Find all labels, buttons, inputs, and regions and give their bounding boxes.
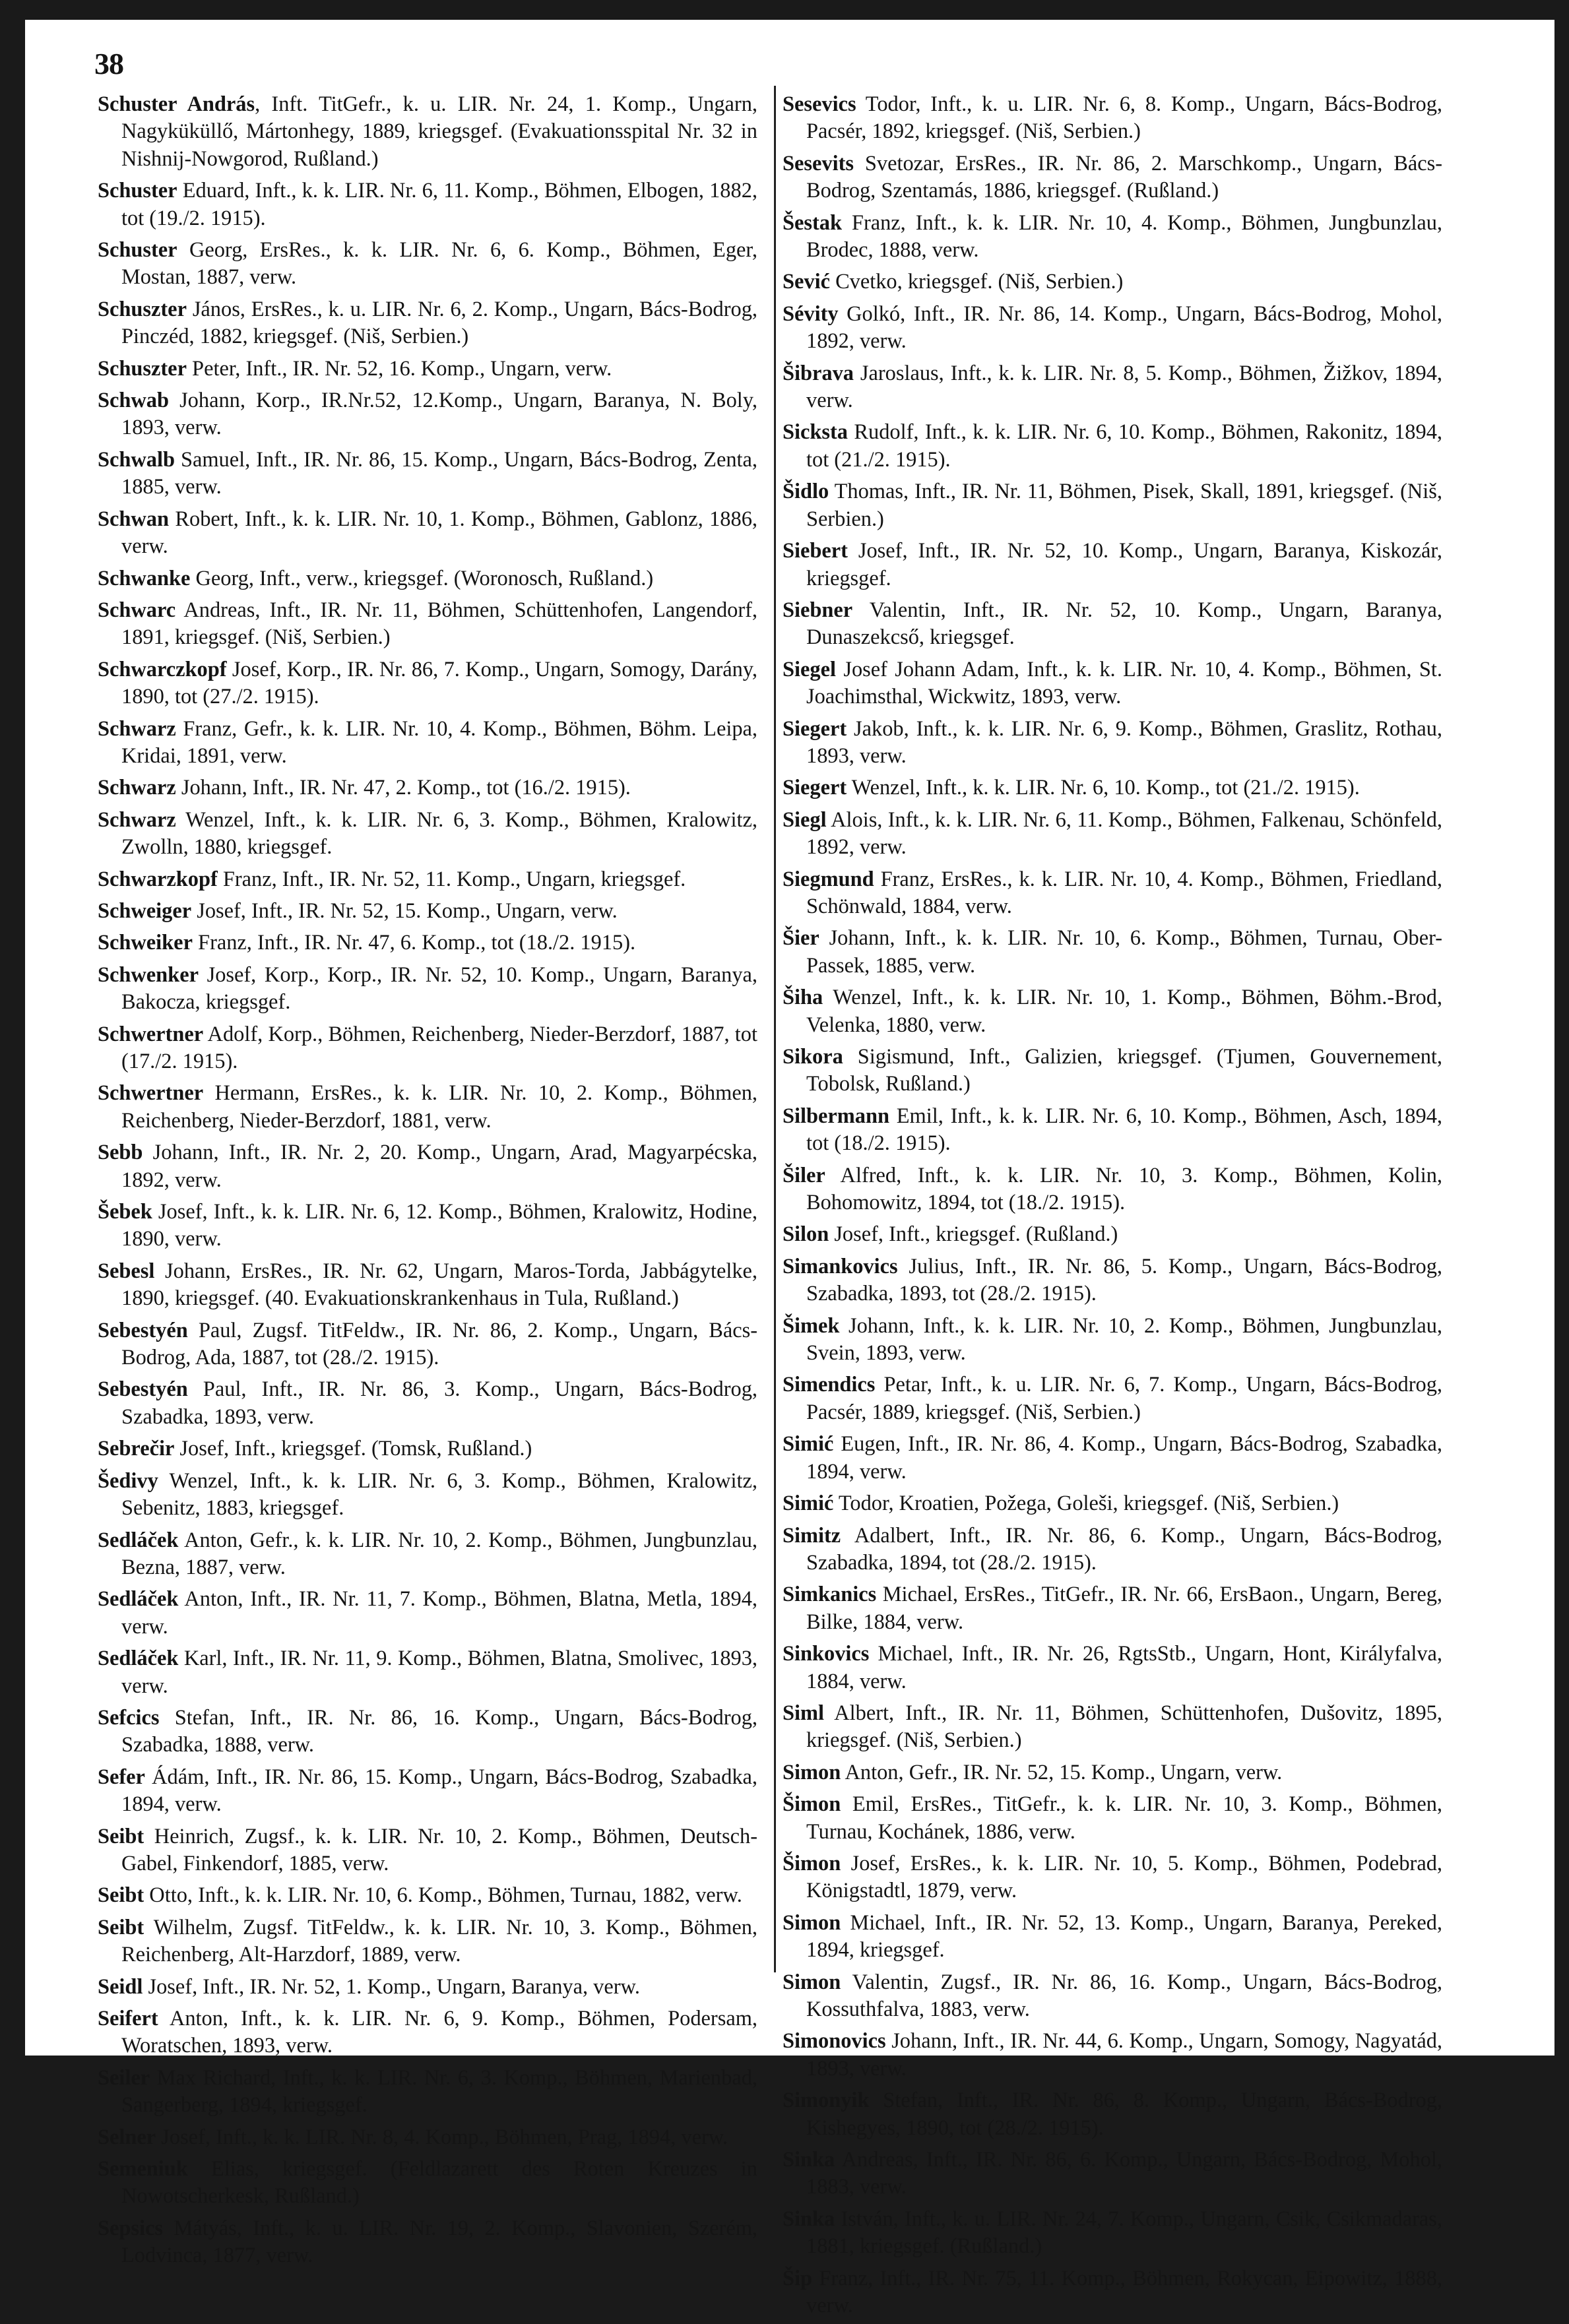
list-item <box>783 807 1442 862</box>
entry-name: Schwalb <box>98 447 176 472</box>
list-item <box>783 538 1442 592</box>
entry-text: Eugen, Inft., IR. Nr. 86, 4. Komp., Ungarn, Bács-Bodrog, Szabadka, 1894, verw. <box>806 1432 1442 1484</box>
entry-name: Seibt <box>98 1883 144 1908</box>
entry-name: Sicksta <box>783 420 848 445</box>
list-item <box>98 2065 757 2120</box>
list-item <box>783 1791 1442 1846</box>
list-item <box>98 1823 757 1878</box>
entry-name: Šimek <box>783 1313 840 1338</box>
entry-name: Siegmund <box>783 867 874 891</box>
entry-text: Michael, Inft., IR. Nr. 52, 13. Komp., Ungarn, Baranya, Pereked, 1894, kriegsgef. <box>806 1910 1442 1963</box>
list-item <box>98 565 757 592</box>
list-item <box>783 1044 1442 1098</box>
entry-text: Josef, Korp., IR. Nr. 86, 7. Komp., Ungarn, Somogy, Darány, 1890, tot (27./2. 1915). <box>121 657 757 709</box>
list-item <box>783 2087 1442 2142</box>
entry-text: Adolf, Korp., Böhmen, Reichenberg, Nieder-Berzdorf, 1887, tot (17./2. 1915). <box>121 1022 757 1073</box>
entry-name: Silbermann <box>783 1104 889 1128</box>
entry-name: Sepsics <box>98 2216 163 2240</box>
list-item <box>783 1162 1442 1217</box>
list-item <box>98 447 757 501</box>
list-item <box>783 301 1442 356</box>
entry-text: Alfred, Inft., k. k. LIR. Nr. 10, 3. Komp., Böhmen, Kolin, Bohomowitz, 1894, tot (18./2. 1915). <box>806 1163 1442 1215</box>
entry-name: Silon <box>783 1222 829 1247</box>
entry-name: Šibrava <box>783 361 854 385</box>
entry-name: Simon <box>783 1970 841 1994</box>
entry-text: Franz, Inft., IR. Nr. 52, 11. Komp., Ungarn, kriegsgef. <box>217 867 686 891</box>
entry-name: Siegert <box>783 716 847 741</box>
entry-name: Schwarczkopf <box>98 657 227 681</box>
entry-text: Albert, Inft., IR. Nr. 11, Böhmen, Schüttenhofen, Dušovitz, 1895, kriegsgef. (Niš, Serbien.) <box>806 1701 1442 1753</box>
list-item <box>783 2206 1442 2261</box>
entry-text: Ádám, Inft., IR. Nr. 86, 15. Komp., Ungarn, Bács-Bodrog, Szabadka, 1894, verw. <box>121 1765 757 1817</box>
entry-name: Schuszter <box>98 297 187 321</box>
entry-text: Wilhelm, Zugsf. TitFeldw., k. k. LIR. Nr. 10, 3. Komp., Böhmen, Reichenberg, Alt-Harzdorf, 1889, verw. <box>121 1915 757 1967</box>
entry-text: Todor, Inft., k. u. LIR. Nr. 6, 8. Komp., Ungarn, Bács-Bodrog, Pacsér, 1892, kriegsgef. (Niš, Serbien.) <box>806 92 1442 144</box>
entry-name: Šimon <box>783 1851 841 1875</box>
entry-name: Sesevits <box>783 151 854 175</box>
entry-text: Johann, Inft., IR. Nr. 44, 6. Komp., Ungarn, Somogy, Nagyatád, 1893, verw. <box>806 2029 1442 2081</box>
entry-name: Sefer <box>98 1765 145 1789</box>
entry-text: Todor, Kroatien, Požega, Goleši, kriegsgef. (Niš, Serbien.) <box>833 1492 1339 1516</box>
entry-name: Semeniuk <box>98 2157 188 2182</box>
entry-name: Schwertner <box>98 1081 204 1106</box>
page-number: 38 <box>94 47 123 80</box>
entry-text: Michael, ErsRes., TitGefr., IR. Nr. 66, ErsBaon., Ungarn, Bereg, Bilke, 1884, verw. <box>806 1583 1442 1634</box>
entry-name: Schwenker <box>98 962 199 987</box>
entry-name: Sefcics <box>98 1705 160 1730</box>
entry-name: Šip <box>783 2266 813 2290</box>
list-item <box>783 1523 1442 1577</box>
entry-text: Paul, Inft., IR. Nr. 86, 3. Komp., Ungarn, Bács-Bodrog, Szabadka, 1893, verw. <box>121 1377 757 1429</box>
list-item <box>98 1645 757 1700</box>
entry-text: Jaroslaus, Inft., k. k. LIR. Nr. 8, 5. Komp., Böhmen, Žižkov, 1894, verw. <box>806 361 1442 413</box>
list-item <box>98 2124 757 2151</box>
list-item <box>98 1435 757 1462</box>
entry-text: Anton, Gefr., IR. Nr. 52, 15. Komp., Ungarn, verw. <box>841 1760 1283 1784</box>
entry-text: Stefan, Inft., IR. Nr. 86, 16. Komp., Ungarn, Bács-Bodrog, Szabadka, 1888, verw. <box>121 1705 757 1757</box>
entry-name: Sebrečir <box>98 1437 175 1461</box>
entry-text: Wenzel, Inft., k. k. LIR. Nr. 6, 10. Komp., tot (21./2. 1915). <box>847 776 1360 800</box>
entry-name: Šimon <box>783 1792 841 1817</box>
entry-text: Johann, Inft., IR. Nr. 2, 20. Komp., Ungarn, Arad, Magyarpécska, 1892, verw. <box>121 1141 757 1192</box>
entry-text: Franz, Inft., k. k. LIR. Nr. 10, 4. Komp., Böhmen, Jungbunzlau, Brodec, 1888, verw. <box>806 210 1442 263</box>
entry-name: Schwan <box>98 507 170 531</box>
entry-name: Šiha <box>783 986 823 1010</box>
entry-text: Franz, Gefr., k. k. LIR. Nr. 10, 4. Komp., Böhmen, Böhm. Leipa, Kridai, 1891, verw. <box>121 716 757 768</box>
entry-name: Schwarz <box>98 716 176 741</box>
entry-text: , Inft. TitGefr., k. u. LIR. Nr. 24, 1. Komp., Ungarn, Nagyküküllő, Mártonhegy, 1889, kriegsgef. (Evakuationsspital Nr. 32 in Nishnij-Nowgorod, Rußland.) <box>121 92 757 171</box>
list-item <box>98 1914 757 1969</box>
list-item <box>783 656 1442 711</box>
list-item <box>98 1764 757 1819</box>
entry-name: Schwanke <box>98 566 191 590</box>
entry-name: Schwarc <box>98 598 176 622</box>
entry-text: Andreas, Inft., IR. Nr. 86, 6. Komp., Ungarn, Bács-Bodrog, Mohol, 1883, verw. <box>806 2148 1442 2199</box>
entry-name: Sesevics <box>783 92 856 116</box>
list-item <box>98 1199 757 1253</box>
entry-text: Jakob, Inft., k. k. LIR. Nr. 6, 9. Komp., Böhmen, Graslitz, Rothau, 1893, verw. <box>806 716 1442 768</box>
entry-name: Schwab <box>98 389 170 413</box>
entry-text: Heinrich, Zugsf., k. k. LIR. Nr. 10, 2. Komp., Böhmen, Deutsch-Gabel, Finkendorf, 1885, verw. <box>121 1824 757 1875</box>
list-item <box>98 1139 757 1194</box>
entry-name: Sinka <box>783 2207 835 2231</box>
document-page <box>25 20 1554 2318</box>
entry-text: Max Richard, Inft., k. k. LIR. Nr. 6, 3. Komp., Böhmen, Marienbad, Sangerberg, 1894, kriegsgef. <box>121 2065 757 2118</box>
list-item <box>98 1882 757 1909</box>
entry-name: Siebert <box>783 539 848 563</box>
entry-name: Sević <box>783 270 830 294</box>
entry-name: Schwertner <box>98 1022 204 1046</box>
entry-text: Anton, Inft., IR. Nr. 11, 7. Komp., Böhmen, Blatna, Metla, 1894, verw. <box>121 1587 757 1639</box>
list-item <box>783 210 1442 265</box>
list-item <box>783 2147 1442 2201</box>
entry-text: Wenzel, Inft., k. k. LIR. Nr. 6, 3. Komp., Böhmen, Kralowitz, Sebenitz, 1883, kriegsgef. <box>121 1468 757 1521</box>
list-item <box>783 150 1442 205</box>
entry-name: Simonyik <box>783 2088 870 2113</box>
entry-name: Simon <box>783 1910 841 1935</box>
list-item <box>98 1317 757 1372</box>
entry-text: Josef, Inft., kriegsgef. (Rußland.) <box>829 1222 1118 1247</box>
entry-name: Šidlo <box>783 480 829 504</box>
list-item <box>783 478 1442 533</box>
list-item <box>783 984 1442 1039</box>
entry-text: Andreas, Inft., IR. Nr. 11, Böhmen, Schüttenhofen, Langendorf, 1891, kriegsgef. (Niš, Serbien.) <box>121 598 757 650</box>
entry-text: Alois, Inft., k. k. LIR. Nr. 6, 11. Komp., Böhmen, Falkenau, Schönfeld, 1892, verw. <box>806 807 1442 860</box>
entry-name: Schuster András <box>98 92 255 116</box>
list-item <box>98 898 757 925</box>
list-item <box>783 268 1442 296</box>
entry-name: Schuster <box>98 179 177 203</box>
list-item <box>98 91 757 173</box>
list-item <box>783 2265 1442 2320</box>
list-item <box>783 1641 1442 1695</box>
entry-name: Sebestyén <box>98 1377 188 1402</box>
list-item <box>783 419 1442 474</box>
entry-text: Peter, Inft., IR. Nr. 52, 16. Komp., Ungarn, verw. <box>186 356 612 381</box>
entry-text: Svetozar, ErsRes., IR. Nr. 86, 2. Marschkomp., Ungarn, Bács-Bodrog, Szentamás, 1886, kriegsgef. (Rußland.) <box>806 151 1442 203</box>
entry-text: Wenzel, Inft., k. k. LIR. Nr. 6, 3. Komp., Böhmen, Kralowitz, Zwolln, 1880, kriegsgef. <box>121 807 757 860</box>
entry-text: Emil, Inft., k. k. LIR. Nr. 6, 10. Komp., Böhmen, Asch, 1894, tot (18./2. 1915). <box>806 1104 1442 1156</box>
list-item <box>98 506 757 561</box>
entry-text: Johann, Inft., IR. Nr. 47, 2. Komp., tot (16./2. 1915). <box>176 776 631 800</box>
entry-name: Seibt <box>98 1824 144 1848</box>
entry-name: Schwarz <box>98 776 176 800</box>
list-item <box>783 1431 1442 1486</box>
list-item <box>783 866 1442 921</box>
entry-text: Josef, Inft., k. k. LIR. Nr. 8, 4. Komp., Böhmen, Prag, 1894, verw. <box>156 2125 728 2149</box>
list-item <box>98 656 757 711</box>
list-item <box>98 774 757 801</box>
entry-name: Seifert <box>98 2007 158 2030</box>
list-item <box>98 1468 757 1523</box>
entry-text: Thomas, Inft., IR. Nr. 11, Böhmen, Pisek, Skall, 1891, kriegsgef. (Niš, Serbien.) <box>806 480 1442 531</box>
entry-name: Siegl <box>783 807 827 832</box>
entry-text: Cvetko, kriegsgef. (Niš, Serbien.) <box>829 270 1124 294</box>
list-item <box>98 2215 757 2270</box>
entry-name: Šebek <box>98 1200 152 1224</box>
entry-text: Sigismund, Inft., Galizien, kriegsgef. (Tjumen, Gouvernement, Tobolsk, Rußland.) <box>806 1045 1442 1096</box>
entry-text: Josef, Inft., IR. Nr. 52, 1. Komp., Ungarn, Baranya, verw. <box>143 1974 640 1999</box>
entry-name: Šiler <box>783 1163 825 1187</box>
list-item <box>98 177 757 232</box>
entry-name: Seidl <box>98 1974 143 1999</box>
entry-name: Sebesl <box>98 1259 155 1283</box>
list-item <box>783 925 1442 980</box>
list-item <box>783 1490 1442 1517</box>
entry-name: Simić <box>783 1492 834 1516</box>
entry-text: Josef, ErsRes., k. k. LIR. Nr. 10, 5. Komp., Böhmen, Podebrad, Königstadtl, 1879, verw. <box>806 1851 1442 1903</box>
entry-text: Michael, Inft., IR. Nr. 26, RgtsStb., Ungarn, Hont, Királyfalva, 1884, verw. <box>806 1642 1442 1693</box>
entry-text: Adalbert, Inft., IR. Nr. 86, 6. Komp., Ungarn, Bács-Bodrog, Szabadka, 1894, tot (28./2. 1915). <box>806 1523 1442 1575</box>
entry-name: Seibt <box>98 1915 144 1939</box>
list-item <box>98 807 757 862</box>
list-item <box>783 774 1442 801</box>
list-item <box>98 1376 757 1431</box>
entry-name: Siegel <box>783 657 836 681</box>
entry-text: Johann, Inft., k. k. LIR. Nr. 10, 6. Komp., Böhmen, Turnau, Ober-Passek, 1885, verw. <box>806 926 1442 978</box>
list-item <box>783 597 1442 652</box>
list-item <box>98 237 757 292</box>
entry-text: Petar, Inft., k. u. LIR. Nr. 6, 7. Komp., Ungarn, Bács-Bodrog, Pacsér, 1889, kriegsgef. (Niš, Serbien.) <box>806 1373 1442 1424</box>
entry-text: Anton, Inft., k. k. LIR. Nr. 6, 9. Komp., Böhmen, Podersam, Woratschen, 1893, verw. <box>121 2007 757 2058</box>
entry-text: Karl, Inft., IR. Nr. 11, 9. Komp., Böhmen, Blatna, Smolivec, 1893, verw. <box>121 1647 757 1698</box>
entry-name: Schwarz <box>98 807 176 832</box>
entry-name: Sikora <box>783 1045 843 1069</box>
entry-name: Sebestyén <box>98 1318 188 1342</box>
list-item <box>98 929 757 957</box>
entry-name: Sinka <box>783 2148 835 2172</box>
entry-name: Sebb <box>98 1141 143 1165</box>
list-item <box>783 360 1442 415</box>
list-item <box>783 716 1442 770</box>
entry-name: Siebner <box>783 598 853 622</box>
list-item <box>98 2156 757 2211</box>
entry-name: Schuster <box>98 238 177 263</box>
list-item <box>98 1021 757 1076</box>
list-item <box>783 1253 1442 1308</box>
entry-name: Selner <box>98 2125 156 2149</box>
entry-text: Rudolf, Inft., k. k. LIR. Nr. 6, 10. Komp., Böhmen, Rakonitz, 1894, tot (21./2. 1915). <box>806 420 1442 472</box>
list-item <box>783 1759 1442 1786</box>
entry-text: Robert, Inft., k. k. LIR. Nr. 10, 1. Komp., Böhmen, Gablonz, 1886, verw. <box>121 507 757 559</box>
entry-text: Emil, ErsRes., TitGefr., k. k. LIR. Nr. 10, 3. Komp., Böhmen, Turnau, Kochánek, 1886, verw. <box>806 1792 1442 1844</box>
entry-text: Josef, Inft., IR. Nr. 52, 10. Komp., Ungarn, Baranya, Kiskozár, kriegsgef. <box>806 539 1442 590</box>
right-column <box>783 91 1442 2324</box>
list-item <box>98 1705 757 1759</box>
list-item <box>783 1700 1442 1755</box>
list-item <box>98 866 757 893</box>
entry-text: Paul, Zugsf. TitFeldw., IR. Nr. 86, 2. Komp., Ungarn, Bács-Bodrog, Ada, 1887, tot (28./2. 1915). <box>121 1318 757 1370</box>
entry-name: Šedivy <box>98 1468 158 1493</box>
entry-text: Johann, Inft., k. k. LIR. Nr. 10, 2. Komp., Böhmen, Jungbunzlau, Svein, 1893, verw. <box>806 1313 1442 1366</box>
entry-name: Schweiker <box>98 931 193 955</box>
list-item <box>98 296 757 351</box>
list-item <box>783 1371 1442 1426</box>
list-item <box>783 1910 1442 1964</box>
entry-text: Anton, Gefr., k. k. LIR. Nr. 10, 2. Komp., Böhmen, Jungbunzlau, Bezna, 1887, verw. <box>121 1528 757 1579</box>
left-column <box>98 91 757 2275</box>
entry-text: Julius, Inft., IR. Nr. 86, 5. Komp., Ungarn, Bács-Bodrog, Szabadka, 1893, tot (28./2. 1915). <box>806 1254 1442 1306</box>
entry-text: Stefan, Inft., IR. Nr. 86, 8. Komp., Ungarn, Bács-Bodrog, Kishegyes, 1890, tot (28./2. 1915). <box>806 2088 1442 2140</box>
entry-name: Schwarzkopf <box>98 867 218 891</box>
entry-text: János, ErsRes., k. u. LIR. Nr. 6, 2. Komp., Ungarn, Bács-Bodrog, Pinczéd, 1882, kriegsgef. (Niš, Serbien.) <box>121 297 757 349</box>
entry-name: Sinkovics <box>783 1642 870 1666</box>
column-divider <box>774 86 776 1972</box>
entry-text: Franz, ErsRes., k. k. LIR. Nr. 10, 4. Komp., Böhmen, Friedland, Schönwald, 1884, verw. <box>806 867 1442 918</box>
entry-name: Simon <box>783 1760 841 1784</box>
entry-text: Golkó, Inft., IR. Nr. 86, 14. Komp., Ungarn, Bács-Bodrog, Mohol, 1892, verw. <box>806 301 1442 354</box>
entry-name: Siegert <box>783 776 847 800</box>
list-item <box>98 962 757 1017</box>
entry-name: Simić <box>783 1432 834 1457</box>
list-item <box>98 1527 757 1582</box>
list-item <box>783 91 1442 146</box>
entry-name: Siml <box>783 1701 824 1725</box>
entry-text: Wenzel, Inft., k. k. LIR. Nr. 10, 1. Komp., Böhmen, Böhm.-Brod, Velenka, 1880, verw. <box>806 986 1442 1037</box>
list-item <box>98 387 757 442</box>
entry-text: Valentin, Zugsf., IR. Nr. 86, 16. Komp., Ungarn, Bács-Bodrog, Kossuthfalva, 1883, verw. <box>806 1970 1442 2021</box>
entry-name: Simonovics <box>783 2029 886 2054</box>
entry-text: Hermann, ErsRes., k. k. LIR. Nr. 10, 2. Komp., Böhmen, Reichenberg, Nieder-Berzdorf, 1881, verw. <box>121 1081 757 1133</box>
list-item <box>98 356 757 383</box>
list-item <box>98 2005 757 2060</box>
entry-text: Franz, Inft., IR. Nr. 47, 6. Komp., tot (18./2. 1915). <box>192 931 636 955</box>
entry-name: Sedláček <box>98 1587 179 1612</box>
list-item <box>783 1221 1442 1248</box>
list-item <box>98 1974 757 2001</box>
entry-name: Šier <box>783 926 819 951</box>
list-item <box>783 1581 1442 1636</box>
list-item <box>783 1103 1442 1158</box>
entry-text: Josef Johann Adam, Inft., k. k. LIR. Nr. 10, 4. Komp., Böhmen, St. Joachimsthal, Wickwitz, 1893, verw. <box>806 657 1442 709</box>
entry-text: Josef, Inft., kriegsgef. (Tomsk, Rußland.) <box>174 1437 532 1461</box>
entry-name: Sedláček <box>98 1647 179 1671</box>
list-item <box>98 597 757 652</box>
list-item <box>98 1258 757 1313</box>
entry-name: Schweiger <box>98 898 192 923</box>
list-item <box>783 1850 1442 1905</box>
entry-name: Simankovics <box>783 1254 898 1278</box>
entry-text: Georg, ErsRes., k. k. LIR. Nr. 6, 6. Komp., Böhmen, Eger, Mostan, 1887, verw. <box>121 238 757 290</box>
entry-text: Valentin, Inft., IR. Nr. 52, 10. Komp., Ungarn, Baranya, Dunaszekcső, kriegsgef. <box>806 598 1442 650</box>
entry-name: Sévity <box>783 301 839 326</box>
entry-text: Otto, Inft., k. k. LIR. Nr. 10, 6. Komp., Böhmen, Turnau, 1882, verw. <box>144 1883 742 1908</box>
entry-text: Georg, Inft., verw., kriegsgef. (Woronosch, Rußland.) <box>190 566 654 590</box>
entry-name: Sedláček <box>98 1528 179 1552</box>
entry-text: Samuel, Inft., IR. Nr. 86, 15. Komp., Ungarn, Bács-Bodrog, Zenta, 1885, verw. <box>121 447 757 499</box>
entry-text: Josef, Inft., IR. Nr. 52, 15. Komp., Ungarn, verw. <box>191 898 618 923</box>
list-item <box>98 1080 757 1135</box>
list-item <box>98 716 757 770</box>
list-item <box>98 1586 757 1641</box>
entry-name: Šestak <box>783 210 842 235</box>
entry-text: Josef, Korp., Korp., IR. Nr. 52, 10. Komp., Ungarn, Baranya, Bakocza, kriegsgef. <box>121 962 757 1015</box>
entry-text: Johann, Korp., IR.Nr.52, 12.Komp., Ungarn, Baranya, N. Boly, 1893, verw. <box>121 389 757 440</box>
list-item <box>783 1969 1442 2024</box>
entry-text: István, Inft., k. u. LIR. Nr. 24, 7. Komp., Ungarn, Csik, Csikmadaras, 1881, kriegsgef. (Rußland.) <box>806 2207 1442 2259</box>
entry-text: Josef, Inft., k. k. LIR. Nr. 6, 12. Komp., Böhmen, Kralowitz, Hodine, 1890, verw. <box>121 1200 757 1251</box>
entry-text: Elias, kriegsgef. (Feldlazarett des Roten Kreuzes in Nowotscherkesk, Rußland.) <box>121 2157 757 2209</box>
list-item <box>783 2028 1442 2083</box>
list-item <box>783 1313 1442 1367</box>
entry-text: Johann, ErsRes., IR. Nr. 62, Ungarn, Maros-Torda, Jabbágytelke, 1890, kriegsgef. (40. Evakuationskrankenhaus in Tula, Rußland.) <box>121 1259 757 1311</box>
entry-name: Simendics <box>783 1373 876 1397</box>
entry-name: Schuszter <box>98 356 187 381</box>
entry-text: Mátyás, Inft., k. u. LIR. Nr. 19, 2. Komp., Slavonien, Szerém, Lodvinca, 1877, verw. <box>121 2216 757 2268</box>
entry-text: Franz, Inft., IR. Nr. 75, 11. Komp., Böhmen, Rokycan, Eipowitz, 1888, verw. <box>806 2266 1442 2318</box>
entry-text: Eduard, Inft., k. k. LIR. Nr. 6, 11. Komp., Böhmen, Elbogen, 1882, tot (19./2. 1915). <box>121 179 757 230</box>
entry-name: Simkanics <box>783 1583 877 1607</box>
entry-name: Seiler <box>98 2065 150 2090</box>
entry-name: Simitz <box>783 1523 841 1548</box>
